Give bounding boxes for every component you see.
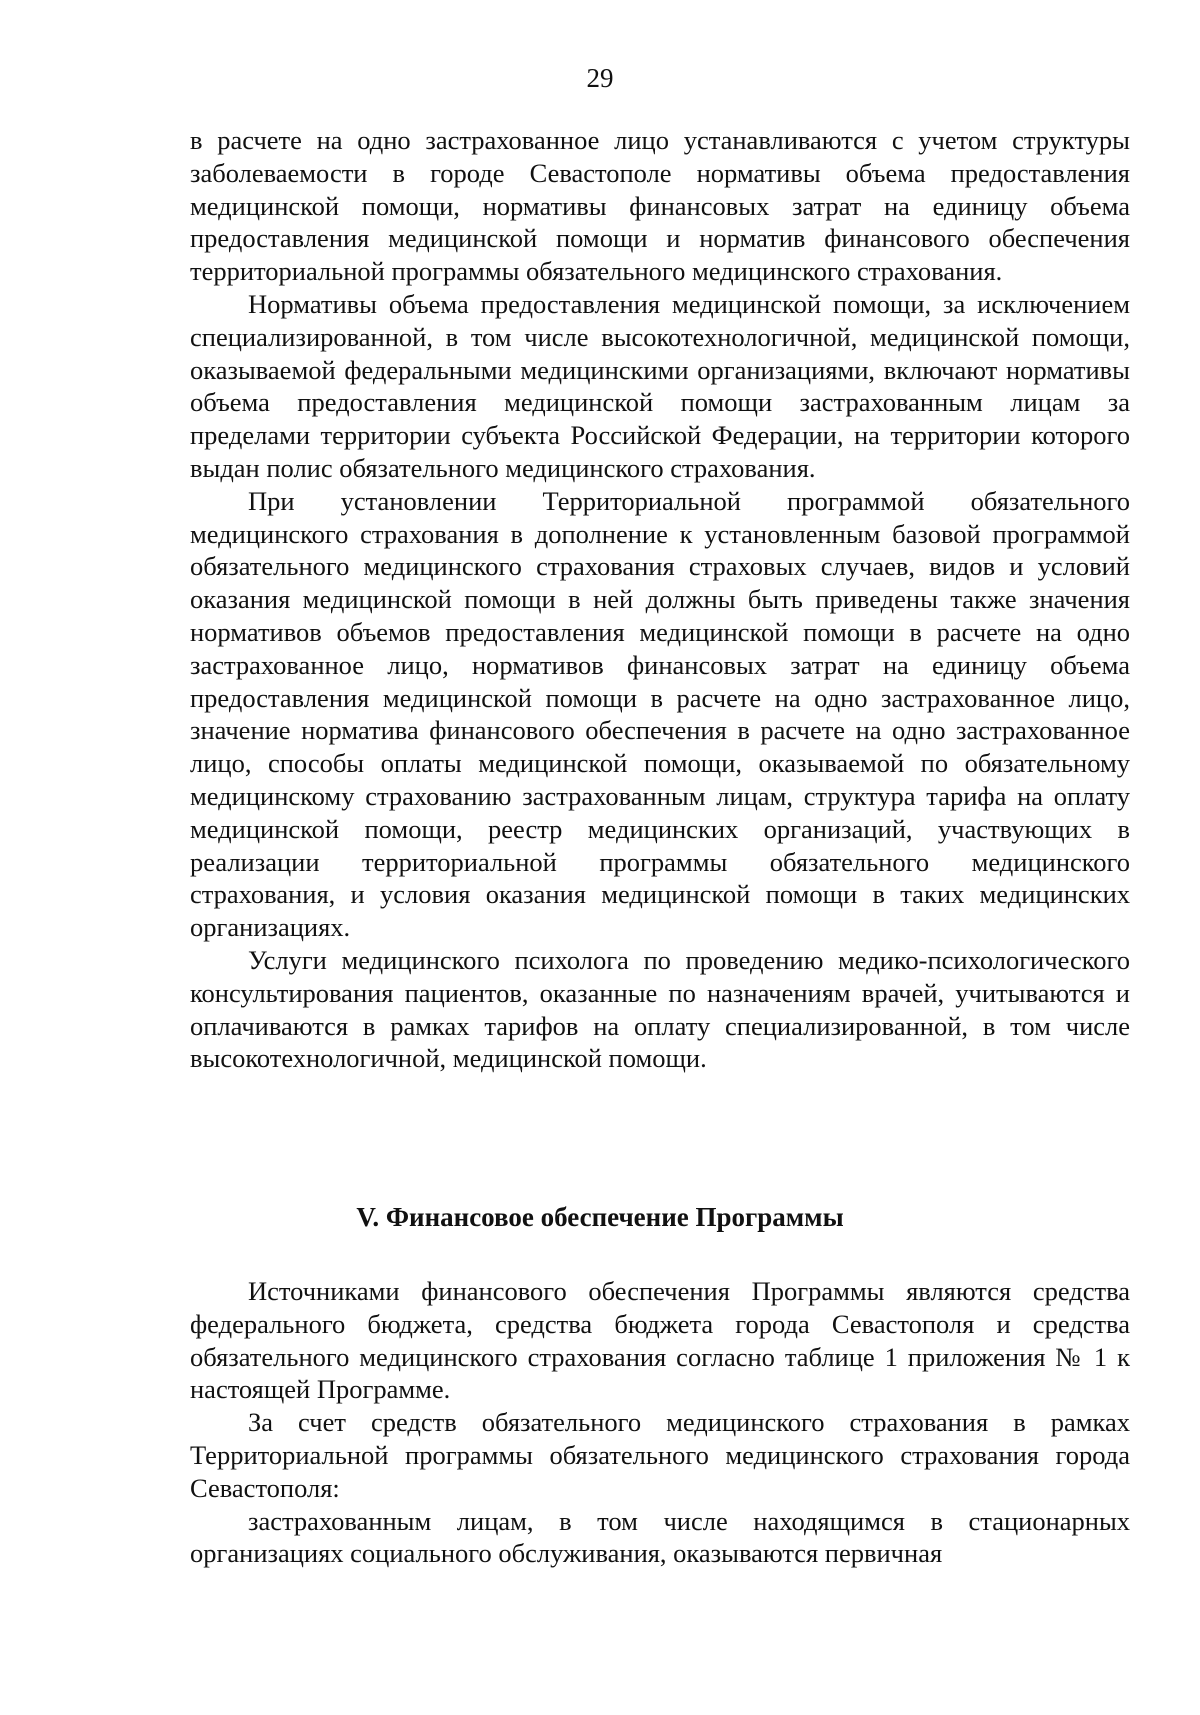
paragraph-insured-persons: застрахованным лицам, в том числе находящимся в стационарных организациях социального обслуживания, оказываются первичная (190, 1505, 1130, 1569)
paragraph-psychologist-services: Услуги медицинского психолога по проведению медико-психологического консультирования пациентов, оказанные по назначениям врачей, учитываются и оплачиваются в рамках тарифов на оплату специализированной, в том числе высокотехнологичной, медицинской помощи. (190, 944, 1130, 1074)
paragraph-territorial-program: При установлении Территориальной программой обязательного медицинского страхования в дополнение к установленным базовой программой обязательного медицинского страхования страховых случаев, видов и условий оказания медицинской помощи в ней должны быть приведены также значения нормативов объемов предоставления медицинской помощи в расчете на одно застрахованное лицо, нормативов финансовых затрат на единицу объема предоставления медицинской помощи в расчете на одно застрахованное лицо, значение норматива финансового обеспечения в расчете на одно застрахованное лицо, способы оплаты медицинской помощи, оказываемой по обязательному медицинскому страхованию застрахованным лицам, структура тарифа на оплату медицинской помощи, реестр медицинских организаций, участвующих в реализации территориальной программы обязательного медицинского страхования, и условия оказания медицинской помощи в таких медицинских организациях. (190, 485, 1130, 943)
page-number: 29 (586, 63, 614, 93)
paragraph-oms-funds: За счет средств обязательного медицинского страхования в рамках Территориальной программы обязательного медицинского страхования города Севастополя: (190, 1407, 1130, 1503)
paragraph-continued: в расчете на одно застрахованное лицо устанавливаются с учетом структуры заболеваемости в городе Севастополе нормативы объема предоставления медицинской помощи, нормативы финансовых затрат на единицу объема предоставления медицинской помощи и норматив финансового обеспечения территориальной программы обязательного медицинского страхования. (190, 125, 1130, 287)
body-text-bottom (190, 1275, 1130, 1570)
paragraph-funding-sources: Источниками финансового обеспечения Программы являются средства федерального бюджета, средства бюджета города Севастополя и средства обязательного медицинского страхования согласно таблице 1 приложения № 1 к настоящей Программе. (190, 1276, 1130, 1405)
section-heading: V. Финансовое обеспечение Программы (356, 1202, 844, 1232)
paragraph-volume-norms: Нормативы объема предоставления медицинской помощи, за исключением специализированной, в том числе высокотехнологичной, медицинской помощи, оказываемой федеральными медицинскими организациями, включают нормативы объема предоставления медицинской помощи застрахованным лицам за пределами территории субъекта Российской Федерации, на территории которого выдан полис обязательного медицинского страхования. (190, 288, 1130, 483)
body-text-top (190, 124, 1130, 1075)
